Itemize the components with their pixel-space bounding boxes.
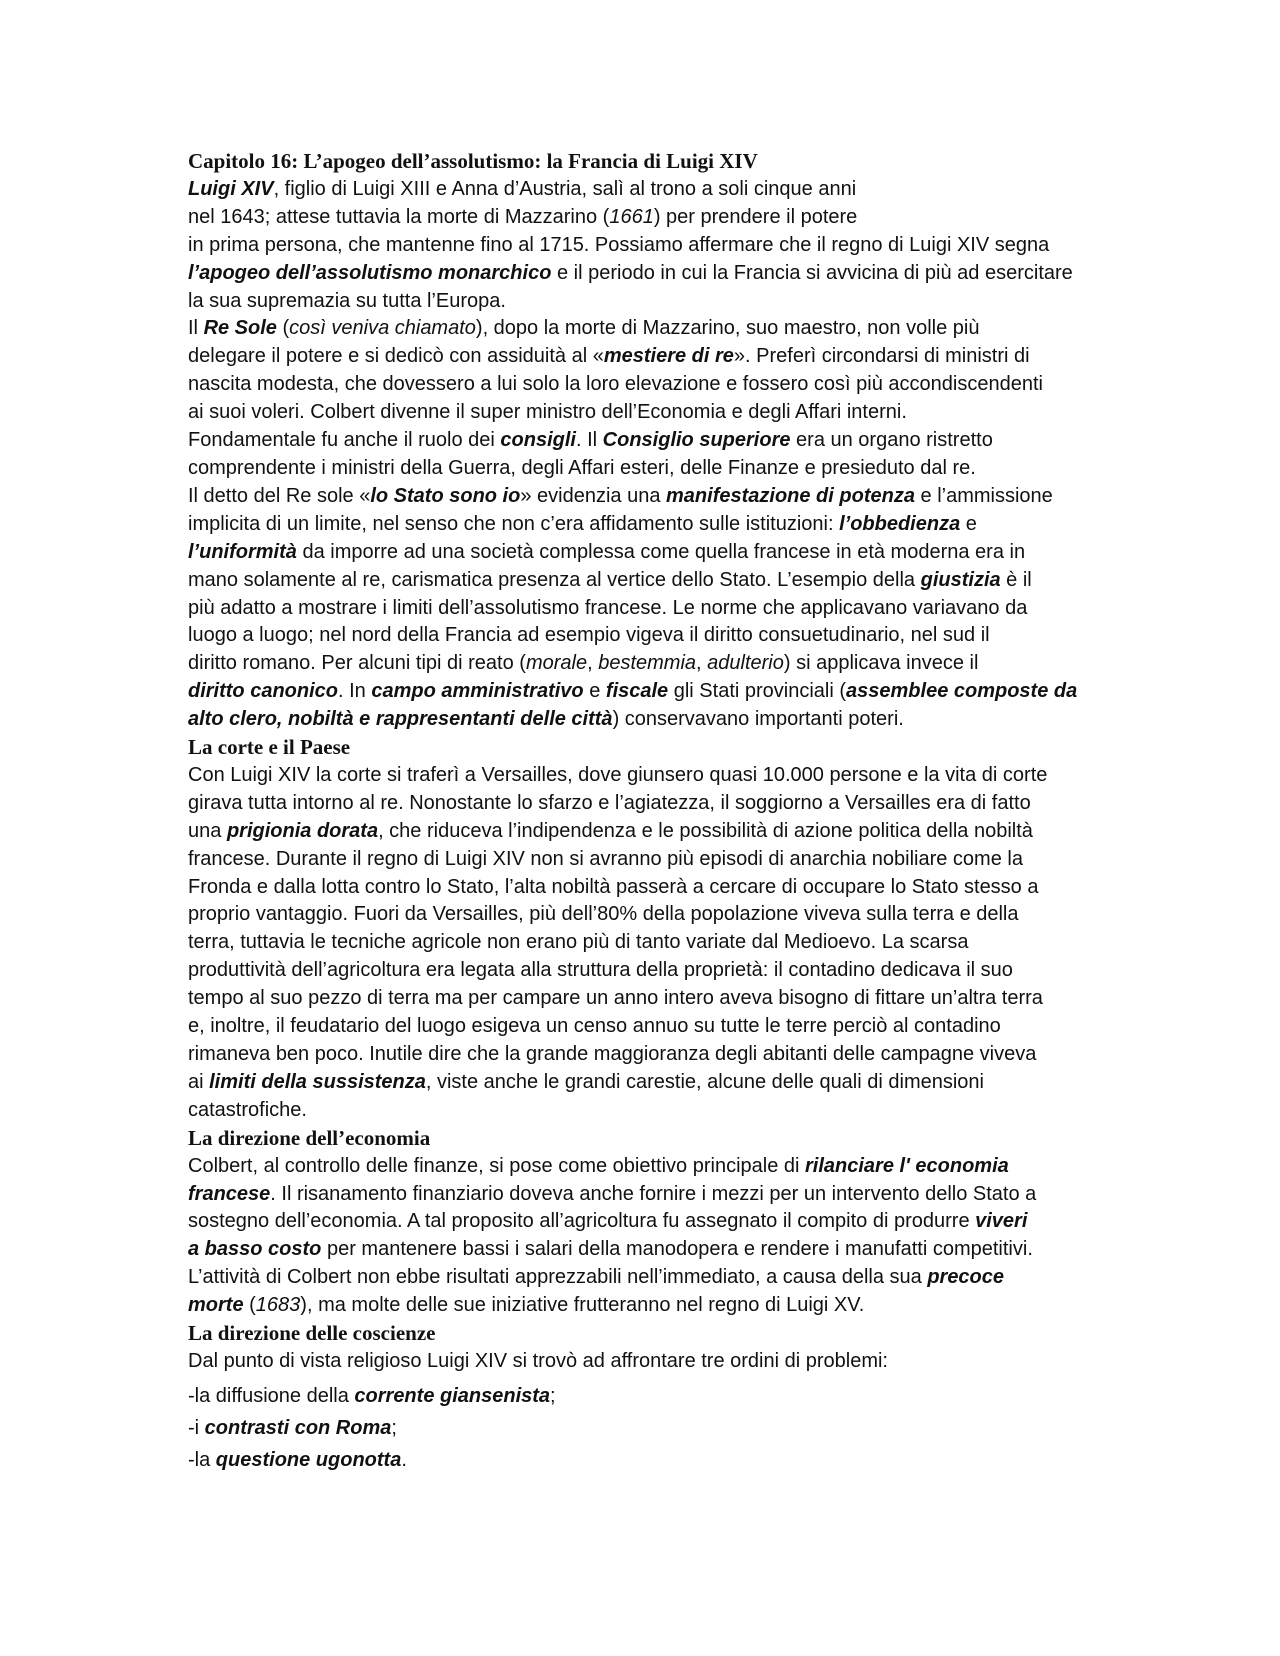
text-line: Luigi XIV, figlio di Luigi XIII e Anna d’Austria, salì al trono a soli cinque anni	[188, 177, 857, 200]
text-line: nel 1643; attese tuttavia la morte di Mazzarino (1661) per prendere il potere	[188, 205, 858, 228]
text-line: Con Luigi XIV la corte si traferì a Versailles, dove giunsero quasi 10.000 persone e la vita di corte	[188, 763, 1048, 786]
text-line: francese. Durante il regno di Luigi XIV non si avranno più episodi di anarchia nobiliare come la	[188, 847, 1023, 870]
text-line: diritto canonico. In campo amministrativo e fiscale gli Stati provinciali (assemblee composte da	[188, 680, 1078, 703]
text-line: ai suoi voleri. Colbert divenne il super ministro dell’Economia e degli Affari interni.	[188, 401, 907, 424]
text-line: a basso costo per mantenere bassi i salari della manodopera e rendere i manufatti competitivi.	[188, 1238, 1033, 1261]
text-line: e, inoltre, il feudatario del luogo esigeva un censo annuo su tutte le terre perciò al contadino	[188, 1015, 1001, 1038]
text-line: sostegno dell’economia. A tal proposito all’agricoltura fu assegnato il compito di produrre viveri	[188, 1210, 1028, 1233]
text-line: ai limiti della sussistenza, viste anche le grandi carestie, alcune delle quali di dimensioni	[188, 1070, 984, 1093]
text-line: terra, tuttavia le tecniche agricole non erano più di tanto variate dal Medioevo. La scarsa	[188, 931, 969, 954]
text-line: più adatto a mostrare i limiti dell’assolutismo francese. Le norme che applicavano variavano da	[188, 596, 1028, 619]
paragraph-corte	[188, 762, 1088, 1125]
text-line: mano solamente al re, carismatica presenza al vertice dello Stato. L’esempio della giustizia è il	[188, 568, 1032, 591]
text-line: una prigionia dorata, che riduceva l’indipendenza e le possibilità di azione politica della nobiltà	[188, 819, 1033, 842]
text-line: Dal punto di vista religioso Luigi XIV si trovò ad affrontare tre ordini di problemi:	[188, 1349, 888, 1372]
text-line: proprio vantaggio. Fuori da Versailles, più dell’80% della popolazione viveva sulla terra e della	[188, 903, 1019, 926]
text-line: diritto romano. Per alcuni tipi di reato (morale, bestemmia, adulterio) si applicava invece il	[188, 652, 979, 675]
text-line: rimaneva ben poco. Inutile dire che la grande maggioranza degli abitanti delle campagne viveva	[188, 1043, 1037, 1065]
document-page	[188, 148, 1088, 1476]
text-line: catastrofiche.	[188, 1098, 307, 1121]
text-line: implicita di un limite, nel senso che non c’era affidamento sulle istituzioni: l’obbedienza e	[188, 512, 977, 535]
text-line: nascita modesta, che dovessero a lui solo la loro elevazione e fossero così più accondiscendenti	[188, 373, 1043, 396]
text-line: tempo al suo pezzo di terra ma per campare un anno intero aveva bisogno di fittare un’altra terra	[188, 987, 1043, 1010]
text-line: Il detto del Re sole «lo Stato sono io» evidenzia una manifestazione di potenza e l’ammissione	[188, 484, 1053, 507]
section-heading-economia: La direzione dell’economia	[188, 1125, 431, 1150]
text-line: morte (1683), ma molte delle sue iniziative frutteranno nel regno di Luigi XV.	[188, 1294, 865, 1317]
text-line: delegare il potere e si dedicò con assiduità al «mestiere di re». Preferì circondarsi di ministri di	[188, 345, 1030, 368]
text-line: Il Re Sole (così veniva chiamato), dopo la morte di Mazzarino, suo maestro, non volle più	[188, 317, 980, 340]
text-line: in prima persona, che mantenne fino al 1715. Possiamo affermare che il regno di Luigi XIV segna	[188, 233, 1050, 256]
text-line: l’apogeo dell’assolutismo monarchico e il periodo in cui la Francia si avvicina di più ad esercitare	[188, 261, 1073, 284]
section-heading-corte: La corte e il Paese	[188, 735, 351, 760]
list-item: -i contrasti con Roma;	[188, 1416, 397, 1439]
text-line: Colbert, al controllo delle finanze, si pose come obiettivo principale di rilanciare l' economia	[188, 1154, 1009, 1177]
list-item: -la diffusione della corrente giansenista;	[188, 1384, 556, 1407]
text-line: Fronda e dalla lotta contro lo Stato, l’alta nobiltà passerà a cercare di occupare lo Stato stesso a	[188, 875, 1039, 898]
paragraph-intro	[188, 176, 1088, 734]
paragraph-economia	[188, 1153, 1088, 1320]
text-line: Fondamentale fu anche il ruolo dei consigli. Il Consiglio superiore era un organo ristretto	[188, 429, 993, 452]
text-line: la sua supremazia su tutta l’Europa.	[188, 289, 506, 312]
text-line: girava tutta intorno al re. Nonostante lo sfarzo e l’agiatezza, il soggiorno a Versailles era di fatto	[188, 791, 1031, 814]
text-line: l’uniformità da imporre ad una società complessa come quella francese in età moderna era in	[188, 540, 1026, 563]
text-line: luogo a luogo; nel nord della Francia ad esempio vigeva il diritto consuetudinario, nel sud il	[188, 624, 990, 647]
text-line: produttività dell’agricoltura era legata alla struttura della proprietà: il contadino dedicava il suo	[188, 959, 1013, 982]
text-line: L’attività di Colbert non ebbe risultati apprezzabili nell’immediato, a causa della sua precoce	[188, 1266, 1005, 1289]
chapter-heading: Capitolo 16: L’apogeo dell’assolutismo: la Francia di Luigi XIV	[188, 149, 758, 173]
text-line: alto clero, nobiltà e rappresentanti delle città) conservavano importanti poteri.	[188, 708, 904, 731]
list-item: -la questione ugonotta.	[188, 1448, 407, 1471]
section-heading-coscienze: La direzione delle coscienze	[188, 1321, 436, 1346]
text-line: francese. Il risanamento finanziario doveva anche fornire i mezzi per un intervento dello Stato a	[188, 1182, 1037, 1205]
paragraph-coscienze	[188, 1348, 1088, 1476]
text-line: comprendente i ministri della Guerra, degli Affari esteri, delle Finanze e presieduto dal re.	[188, 456, 976, 479]
